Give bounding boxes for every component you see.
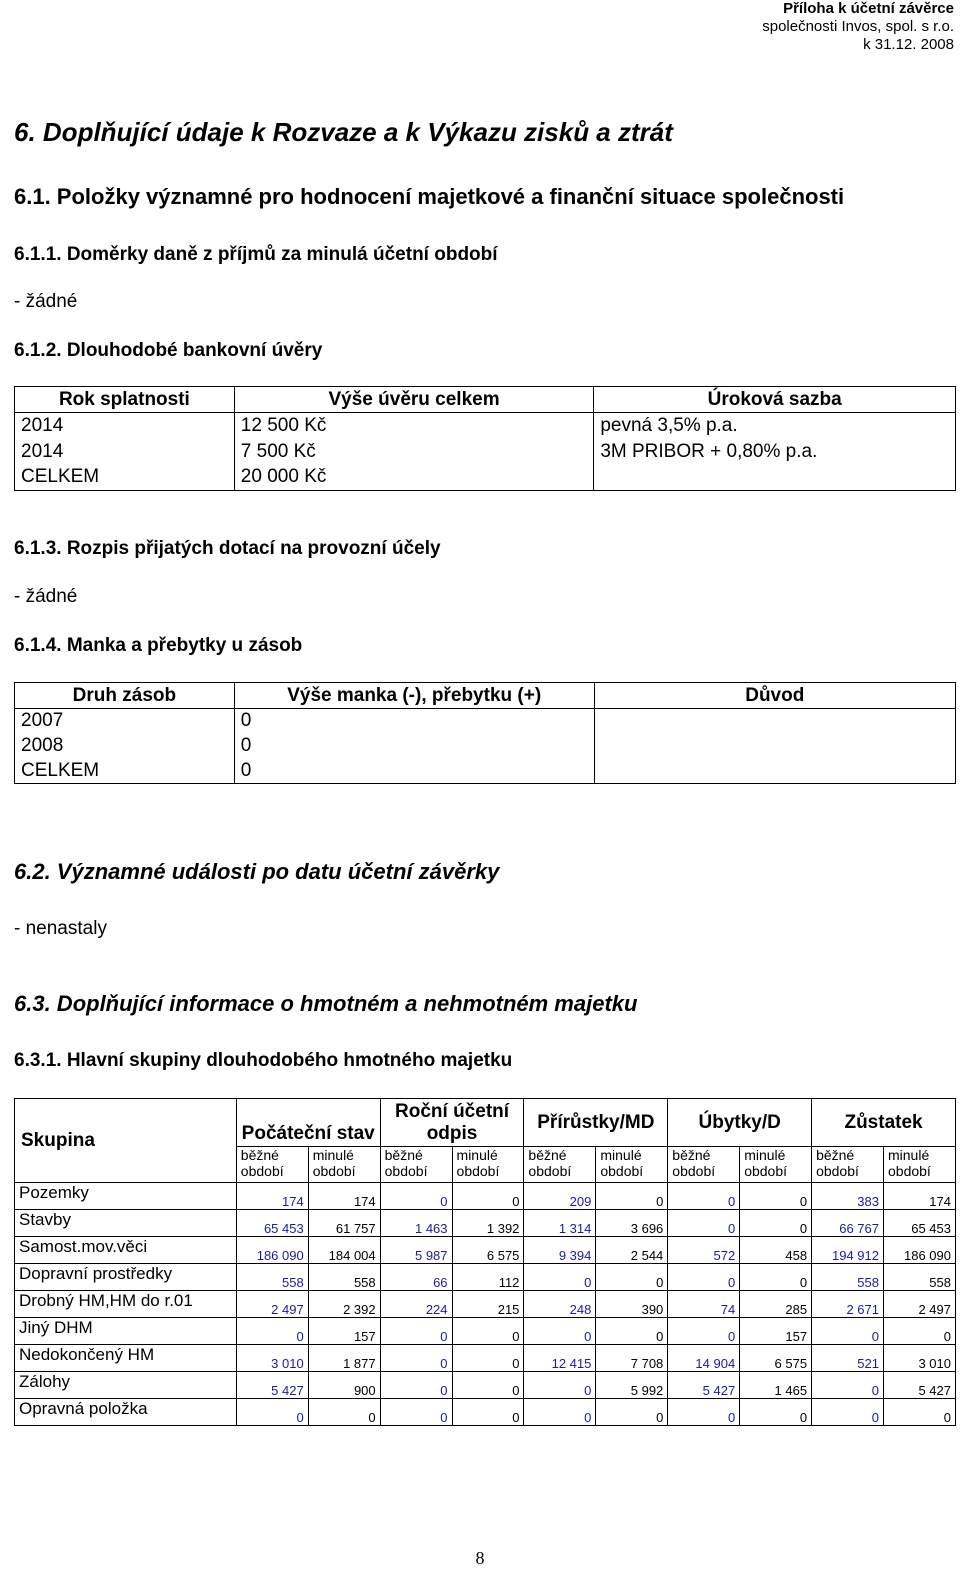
asset-value-cell: 174	[884, 1183, 956, 1210]
subheader-current: běžné období	[668, 1147, 740, 1183]
asset-value-cell: 7 708	[596, 1345, 668, 1372]
asset-value-cell: 5 992	[596, 1372, 668, 1399]
asset-value-cell: 0	[668, 1210, 740, 1237]
asset-value-cell: 5 427	[668, 1372, 740, 1399]
table-row	[15, 1264, 956, 1291]
page-number: 8	[475, 1548, 485, 1568]
inventory-cell	[594, 759, 955, 784]
section-6-1-heading: 6.1. Položky významné pro hodnocení majetkové a finanční situace společnosti	[14, 184, 845, 209]
asset-value-cell: 157	[740, 1318, 812, 1345]
inventory-table	[14, 682, 956, 784]
section-6-2-text: - nenastaly	[14, 918, 107, 939]
asset-value-cell: 458	[740, 1237, 812, 1264]
loans-cell: 12 500 Kč	[234, 413, 594, 439]
asset-value-cell: 521	[812, 1345, 884, 1372]
assets-header-depreciation: Roční účetní odpis	[380, 1099, 524, 1147]
section-6-1-1-text: - žádné	[14, 291, 78, 312]
asset-value-cell: 0	[308, 1399, 380, 1426]
asset-value-cell: 1 877	[308, 1345, 380, 1372]
subheader-previous: minulé období	[884, 1147, 956, 1183]
asset-value-cell: 65 453	[884, 1210, 956, 1237]
table-row	[15, 1183, 956, 1210]
asset-value-cell: 0	[452, 1345, 524, 1372]
asset-value-cell: 186 090	[884, 1237, 956, 1264]
asset-value-cell: 383	[812, 1183, 884, 1210]
inventory-cell: 2007	[15, 709, 235, 734]
inventory-cell: 0	[234, 759, 594, 784]
table-row	[15, 759, 956, 784]
asset-group-label: Nedokončený HM	[15, 1345, 237, 1372]
inventory-cell	[594, 709, 955, 734]
section-6-1-1-heading: 6.1.1. Doměrky daně z příjmů za minulá účetní období	[14, 244, 498, 265]
section-6-1-3-text: - žádné	[14, 586, 78, 607]
asset-value-cell: 0	[740, 1183, 812, 1210]
assets-header-disposals: Úbytky/D	[668, 1099, 812, 1147]
asset-value-cell: 572	[668, 1237, 740, 1264]
asset-value-cell: 66	[380, 1264, 452, 1291]
asset-group-label: Drobný HM,HM do r.01	[15, 1291, 237, 1318]
asset-value-cell: 209	[524, 1183, 596, 1210]
inventory-cell: CELKEM	[15, 759, 235, 784]
assets-header-group: Skupina	[15, 1099, 237, 1183]
section-6-1-2-heading: 6.1.2. Dlouhodobé bankovní úvěry	[14, 340, 323, 361]
asset-value-cell: 558	[236, 1264, 308, 1291]
assets-header-balance: Zůstatek	[812, 1099, 956, 1147]
subheader-current: běžné období	[812, 1147, 884, 1183]
loans-table	[14, 386, 956, 491]
asset-value-cell: 6 575	[740, 1345, 812, 1372]
section-6-1-3-heading: 6.1.3. Rozpis přijatých dotací na provozní účely	[14, 538, 441, 559]
asset-value-cell: 1 463	[380, 1210, 452, 1237]
asset-value-cell: 12 415	[524, 1345, 596, 1372]
table-row	[15, 1237, 956, 1264]
loans-header-rate: Úroková sazba	[594, 387, 956, 413]
asset-group-label: Opravná položka	[15, 1399, 237, 1426]
asset-value-cell: 1 314	[524, 1210, 596, 1237]
table-row	[15, 465, 956, 491]
table-row	[15, 734, 956, 759]
asset-value-cell: 0	[380, 1318, 452, 1345]
asset-value-cell: 0	[668, 1399, 740, 1426]
asset-value-cell: 3 696	[596, 1210, 668, 1237]
asset-value-cell: 0	[236, 1399, 308, 1426]
asset-value-cell: 186 090	[236, 1237, 308, 1264]
asset-value-cell: 5 987	[380, 1237, 452, 1264]
asset-value-cell: 0	[452, 1183, 524, 1210]
inventory-cell: 0	[234, 734, 594, 759]
loans-cell: 3M PRIBOR + 0,80% p.a.	[594, 439, 956, 465]
asset-group-label: Dopravní prostředky	[15, 1264, 237, 1291]
asset-value-cell: 2 392	[308, 1291, 380, 1318]
asset-group-label: Pozemky	[15, 1183, 237, 1210]
section-6-2-heading: 6.2. Významné události po datu účetní závěrky	[14, 859, 500, 884]
asset-value-cell: 0	[524, 1399, 596, 1426]
inventory-header-row	[15, 683, 956, 709]
subheader-previous: minulé období	[308, 1147, 380, 1183]
inventory-cell	[594, 734, 955, 759]
asset-value-cell: 14 904	[668, 1345, 740, 1372]
asset-value-cell: 5 427	[236, 1372, 308, 1399]
asset-value-cell: 224	[380, 1291, 452, 1318]
asset-value-cell: 0	[884, 1318, 956, 1345]
section-6-3-1-heading: 6.3.1. Hlavní skupiny dlouhodobého hmotného majetku	[14, 1050, 513, 1071]
inventory-header-type: Druh zásob	[15, 683, 235, 709]
header-date: k 31.12. 2008	[863, 36, 954, 53]
asset-value-cell: 0	[524, 1372, 596, 1399]
asset-value-cell: 0	[596, 1318, 668, 1345]
loans-header-year: Rok splatnosti	[15, 387, 235, 413]
loans-header-row	[15, 387, 956, 413]
asset-value-cell: 0	[812, 1399, 884, 1426]
document-header	[762, 0, 954, 54]
asset-group-label: Stavby	[15, 1210, 237, 1237]
asset-value-cell: 0	[740, 1210, 812, 1237]
assets-table	[14, 1098, 956, 1426]
asset-value-cell: 0	[380, 1345, 452, 1372]
asset-value-cell: 174	[308, 1183, 380, 1210]
table-row	[15, 1210, 956, 1237]
asset-value-cell: 215	[452, 1291, 524, 1318]
asset-value-cell: 0	[380, 1372, 452, 1399]
header-title: Příloha k účetní závěrce	[783, 0, 954, 17]
table-row	[15, 1291, 956, 1318]
asset-value-cell: 390	[596, 1291, 668, 1318]
subheader-previous: minulé období	[452, 1147, 524, 1183]
asset-group-label: Samost.mov.věci	[15, 1237, 237, 1264]
asset-value-cell: 66 767	[812, 1210, 884, 1237]
table-row	[15, 709, 956, 734]
asset-value-cell: 184 004	[308, 1237, 380, 1264]
asset-value-cell: 194 912	[812, 1237, 884, 1264]
asset-value-cell: 248	[524, 1291, 596, 1318]
loans-cell: pevná 3,5% p.a.	[594, 413, 956, 439]
asset-value-cell: 157	[308, 1318, 380, 1345]
section-6-3-heading: 6.3. Doplňující informace o hmotném a nehmotném majetku	[14, 991, 638, 1016]
asset-value-cell: 2 671	[812, 1291, 884, 1318]
asset-value-cell: 0	[452, 1318, 524, 1345]
inventory-cell: 2008	[15, 734, 235, 759]
loans-cell: 20 000 Kč	[234, 465, 594, 491]
asset-value-cell: 174	[236, 1183, 308, 1210]
asset-value-cell: 0	[740, 1264, 812, 1291]
asset-value-cell: 0	[812, 1372, 884, 1399]
loans-cell: 2014	[15, 413, 235, 439]
subheader-current: běžné období	[380, 1147, 452, 1183]
table-row	[15, 1372, 956, 1399]
loans-cell	[594, 465, 956, 491]
asset-value-cell: 900	[308, 1372, 380, 1399]
subheader-current: běžné období	[524, 1147, 596, 1183]
asset-value-cell: 61 757	[308, 1210, 380, 1237]
asset-value-cell: 1 465	[740, 1372, 812, 1399]
asset-group-label: Zálohy	[15, 1372, 237, 1399]
asset-value-cell: 2 497	[884, 1291, 956, 1318]
asset-value-cell: 1 392	[452, 1210, 524, 1237]
asset-value-cell: 112	[452, 1264, 524, 1291]
assets-header-additions: Přírůstky/MD	[524, 1099, 668, 1147]
asset-value-cell: 0	[740, 1399, 812, 1426]
asset-group-label: Jiný DHM	[15, 1318, 237, 1345]
subheader-previous: minulé období	[596, 1147, 668, 1183]
asset-value-cell: 0	[524, 1264, 596, 1291]
asset-value-cell: 2 497	[236, 1291, 308, 1318]
loans-cell: CELKEM	[15, 465, 235, 491]
header-company: společnosti Invos, spol. s r.o.	[762, 18, 954, 35]
asset-value-cell: 6 575	[452, 1237, 524, 1264]
asset-value-cell: 65 453	[236, 1210, 308, 1237]
loans-cell: 7 500 Kč	[234, 439, 594, 465]
asset-value-cell: 0	[380, 1183, 452, 1210]
assets-group-header-row	[15, 1099, 956, 1147]
asset-value-cell: 0	[236, 1318, 308, 1345]
table-row	[15, 1318, 956, 1345]
asset-value-cell: 9 394	[524, 1237, 596, 1264]
table-row	[15, 439, 956, 465]
table-row	[15, 1345, 956, 1372]
asset-value-cell: 0	[884, 1399, 956, 1426]
asset-value-cell: 558	[812, 1264, 884, 1291]
assets-body	[15, 1183, 956, 1426]
table-row	[15, 413, 956, 439]
asset-value-cell: 0	[596, 1399, 668, 1426]
asset-value-cell: 0	[668, 1264, 740, 1291]
asset-value-cell: 0	[596, 1264, 668, 1291]
subheader-current: běžné období	[236, 1147, 308, 1183]
asset-value-cell: 558	[884, 1264, 956, 1291]
asset-value-cell: 285	[740, 1291, 812, 1318]
section-6-heading: 6. Doplňující údaje k Rozvaze a k Výkazu zisků a ztrát	[14, 117, 673, 147]
asset-value-cell: 0	[668, 1318, 740, 1345]
asset-value-cell: 3 010	[236, 1345, 308, 1372]
assets-header-opening: Počáteční stav	[236, 1099, 380, 1147]
asset-value-cell: 0	[524, 1318, 596, 1345]
asset-value-cell: 558	[308, 1264, 380, 1291]
asset-value-cell: 0	[812, 1318, 884, 1345]
inventory-header-amount: Výše manka (-), přebytku (+)	[234, 683, 594, 709]
subheader-previous: minulé období	[740, 1147, 812, 1183]
asset-value-cell: 3 010	[884, 1345, 956, 1372]
loans-header-amount: Výše úvěru celkem	[234, 387, 594, 413]
inventory-header-reason: Důvod	[594, 683, 955, 709]
table-row	[15, 1399, 956, 1426]
asset-value-cell: 0	[596, 1183, 668, 1210]
asset-value-cell: 5 427	[884, 1372, 956, 1399]
loans-cell: 2014	[15, 439, 235, 465]
asset-value-cell: 0	[452, 1399, 524, 1426]
section-6-1-4-heading: 6.1.4. Manka a přebytky u zásob	[14, 635, 303, 656]
inventory-cell: 0	[234, 709, 594, 734]
asset-value-cell: 0	[668, 1183, 740, 1210]
asset-value-cell: 2 544	[596, 1237, 668, 1264]
asset-value-cell: 74	[668, 1291, 740, 1318]
asset-value-cell: 0	[380, 1399, 452, 1426]
asset-value-cell: 0	[452, 1372, 524, 1399]
